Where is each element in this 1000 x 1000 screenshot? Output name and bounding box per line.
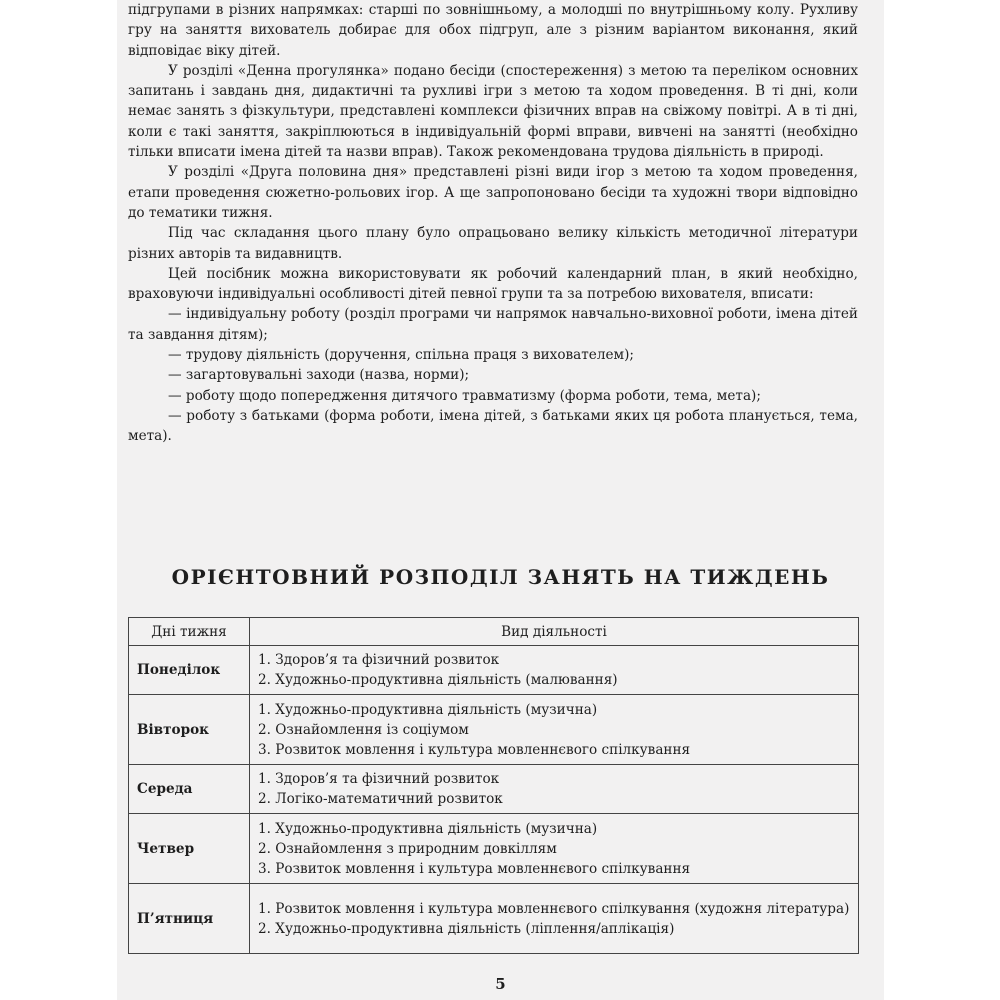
activity-item: 2. Художньо-продуктивна діяльність (ліплення/аплікація) bbox=[258, 920, 675, 937]
table-header-row bbox=[129, 618, 859, 646]
activity-cell bbox=[250, 814, 859, 884]
activity-item: 1. Розвиток мовлення і культура мовленнєвого спілкування (художня література) bbox=[258, 900, 850, 917]
activity-item: 3. Розвиток мовлення і культура мовленнєвого спілкування bbox=[258, 741, 691, 758]
activity-item: 2. Ознайомлення із соціумом bbox=[258, 721, 469, 738]
activity-item: 2. Художньо-продуктивна діяльність (малювання) bbox=[258, 672, 618, 688]
activity-item: 1. Художньо-продуктивна діяльність (музична) bbox=[258, 820, 598, 837]
body-text bbox=[128, 0, 858, 447]
list-item: — трудову діяльність (доручення, спільна праця з вихователем); bbox=[168, 347, 634, 364]
paragraph: У розділі «Денна прогулянка» подано бесіди (спостереження) з метою та переліком основних запитань і завдань дня, дидактичні та рухливі ігри з метою та ходом проведення. В ті дні, коли немає занять з фізкультури, представлені комплекси фізичних вправ на свіжому повітрі. А в ті дні, коли є такі заняття, закріплюються в індивідуальній формі вправи, вивчені на занятті (необхідно тільки вписати імена дітей та назви вправ). Також рекомендована трудова діяльність в природі. bbox=[128, 62, 858, 161]
table-row bbox=[129, 884, 859, 954]
column-header-days: Дні тижня bbox=[129, 618, 250, 646]
table-row bbox=[129, 695, 859, 765]
paragraph: У розділі «Друга половина дня» представлені різні види ігор з метою та ходом проведення, етапи проведення сюжетно-рольових ігор. А ще запропоновано бесіди та художні твори відповідно до тематики тижня. bbox=[128, 164, 858, 221]
activity-item: 2. Логіко-математичний розвиток bbox=[258, 791, 503, 807]
page-number: 5 bbox=[495, 975, 506, 993]
day-cell: П’ятниця bbox=[129, 884, 250, 954]
paragraph: Цей посібник можна використовувати як робочий календарний план, в який необхідно, враховуючи індивідуальні особливості дітей певної групи та за потребою вихователя, вписати: bbox=[128, 265, 858, 303]
table-row bbox=[129, 765, 859, 814]
table-row bbox=[129, 646, 859, 695]
day-cell: Четвер bbox=[129, 814, 250, 884]
activity-cell bbox=[250, 765, 859, 814]
list-item: — роботу з батьками (форма роботи, імена дітей, з батьками яких ця робота планується, тема, мета). bbox=[128, 407, 858, 445]
table-row bbox=[129, 814, 859, 884]
list-item: — загартовувальні заходи (назва, норми); bbox=[168, 367, 470, 384]
schedule-table bbox=[128, 617, 859, 954]
activity-item: 1. Художньо-продуктивна діяльність (музична) bbox=[258, 701, 598, 718]
activity-cell bbox=[250, 646, 859, 695]
activity-item: 2. Ознайомлення з природним довкіллям bbox=[258, 840, 557, 857]
page bbox=[117, 0, 884, 1000]
activity-cell bbox=[250, 884, 859, 954]
column-header-activity: Вид діяльності bbox=[250, 618, 859, 646]
activity-cell bbox=[250, 695, 859, 765]
section-heading: ОРІЄНТОВНИЙ РОЗПОДІЛ ЗАНЯТЬ НА ТИЖДЕНЬ bbox=[171, 565, 830, 589]
activity-item: 1. Здоров’я та фізичний розвиток bbox=[258, 771, 500, 787]
day-cell: Вівторок bbox=[129, 695, 250, 765]
paragraph: підгрупами в різних напрямках: старші по зовнішньому, а молодші по внутрішньому колу. Рухливу гру на заняття вихователь добирає для обох підгруп, але з різним варіантом виконання, який відповідає віку дітей. bbox=[128, 2, 858, 59]
list-item: — роботу щодо попередження дитячого травматизму (форма роботи, тема, мета); bbox=[168, 387, 761, 404]
activity-item: 3. Розвиток мовлення і культура мовленнєвого спілкування bbox=[258, 860, 691, 877]
day-cell: Середа bbox=[129, 765, 250, 814]
list-item: — індивідуальну роботу (розділ програми чи напрямок навчально-виховної роботи, імена дітей та завдання дітям); bbox=[128, 306, 858, 343]
day-cell: Понеділок bbox=[129, 646, 250, 695]
activity-item: 1. Здоров’я та фізичний розвиток bbox=[258, 652, 500, 668]
paragraph: Під час складання цього плану було опрацьовано велику кількість методичної літератури різних авторів та видавництв. bbox=[128, 225, 858, 262]
